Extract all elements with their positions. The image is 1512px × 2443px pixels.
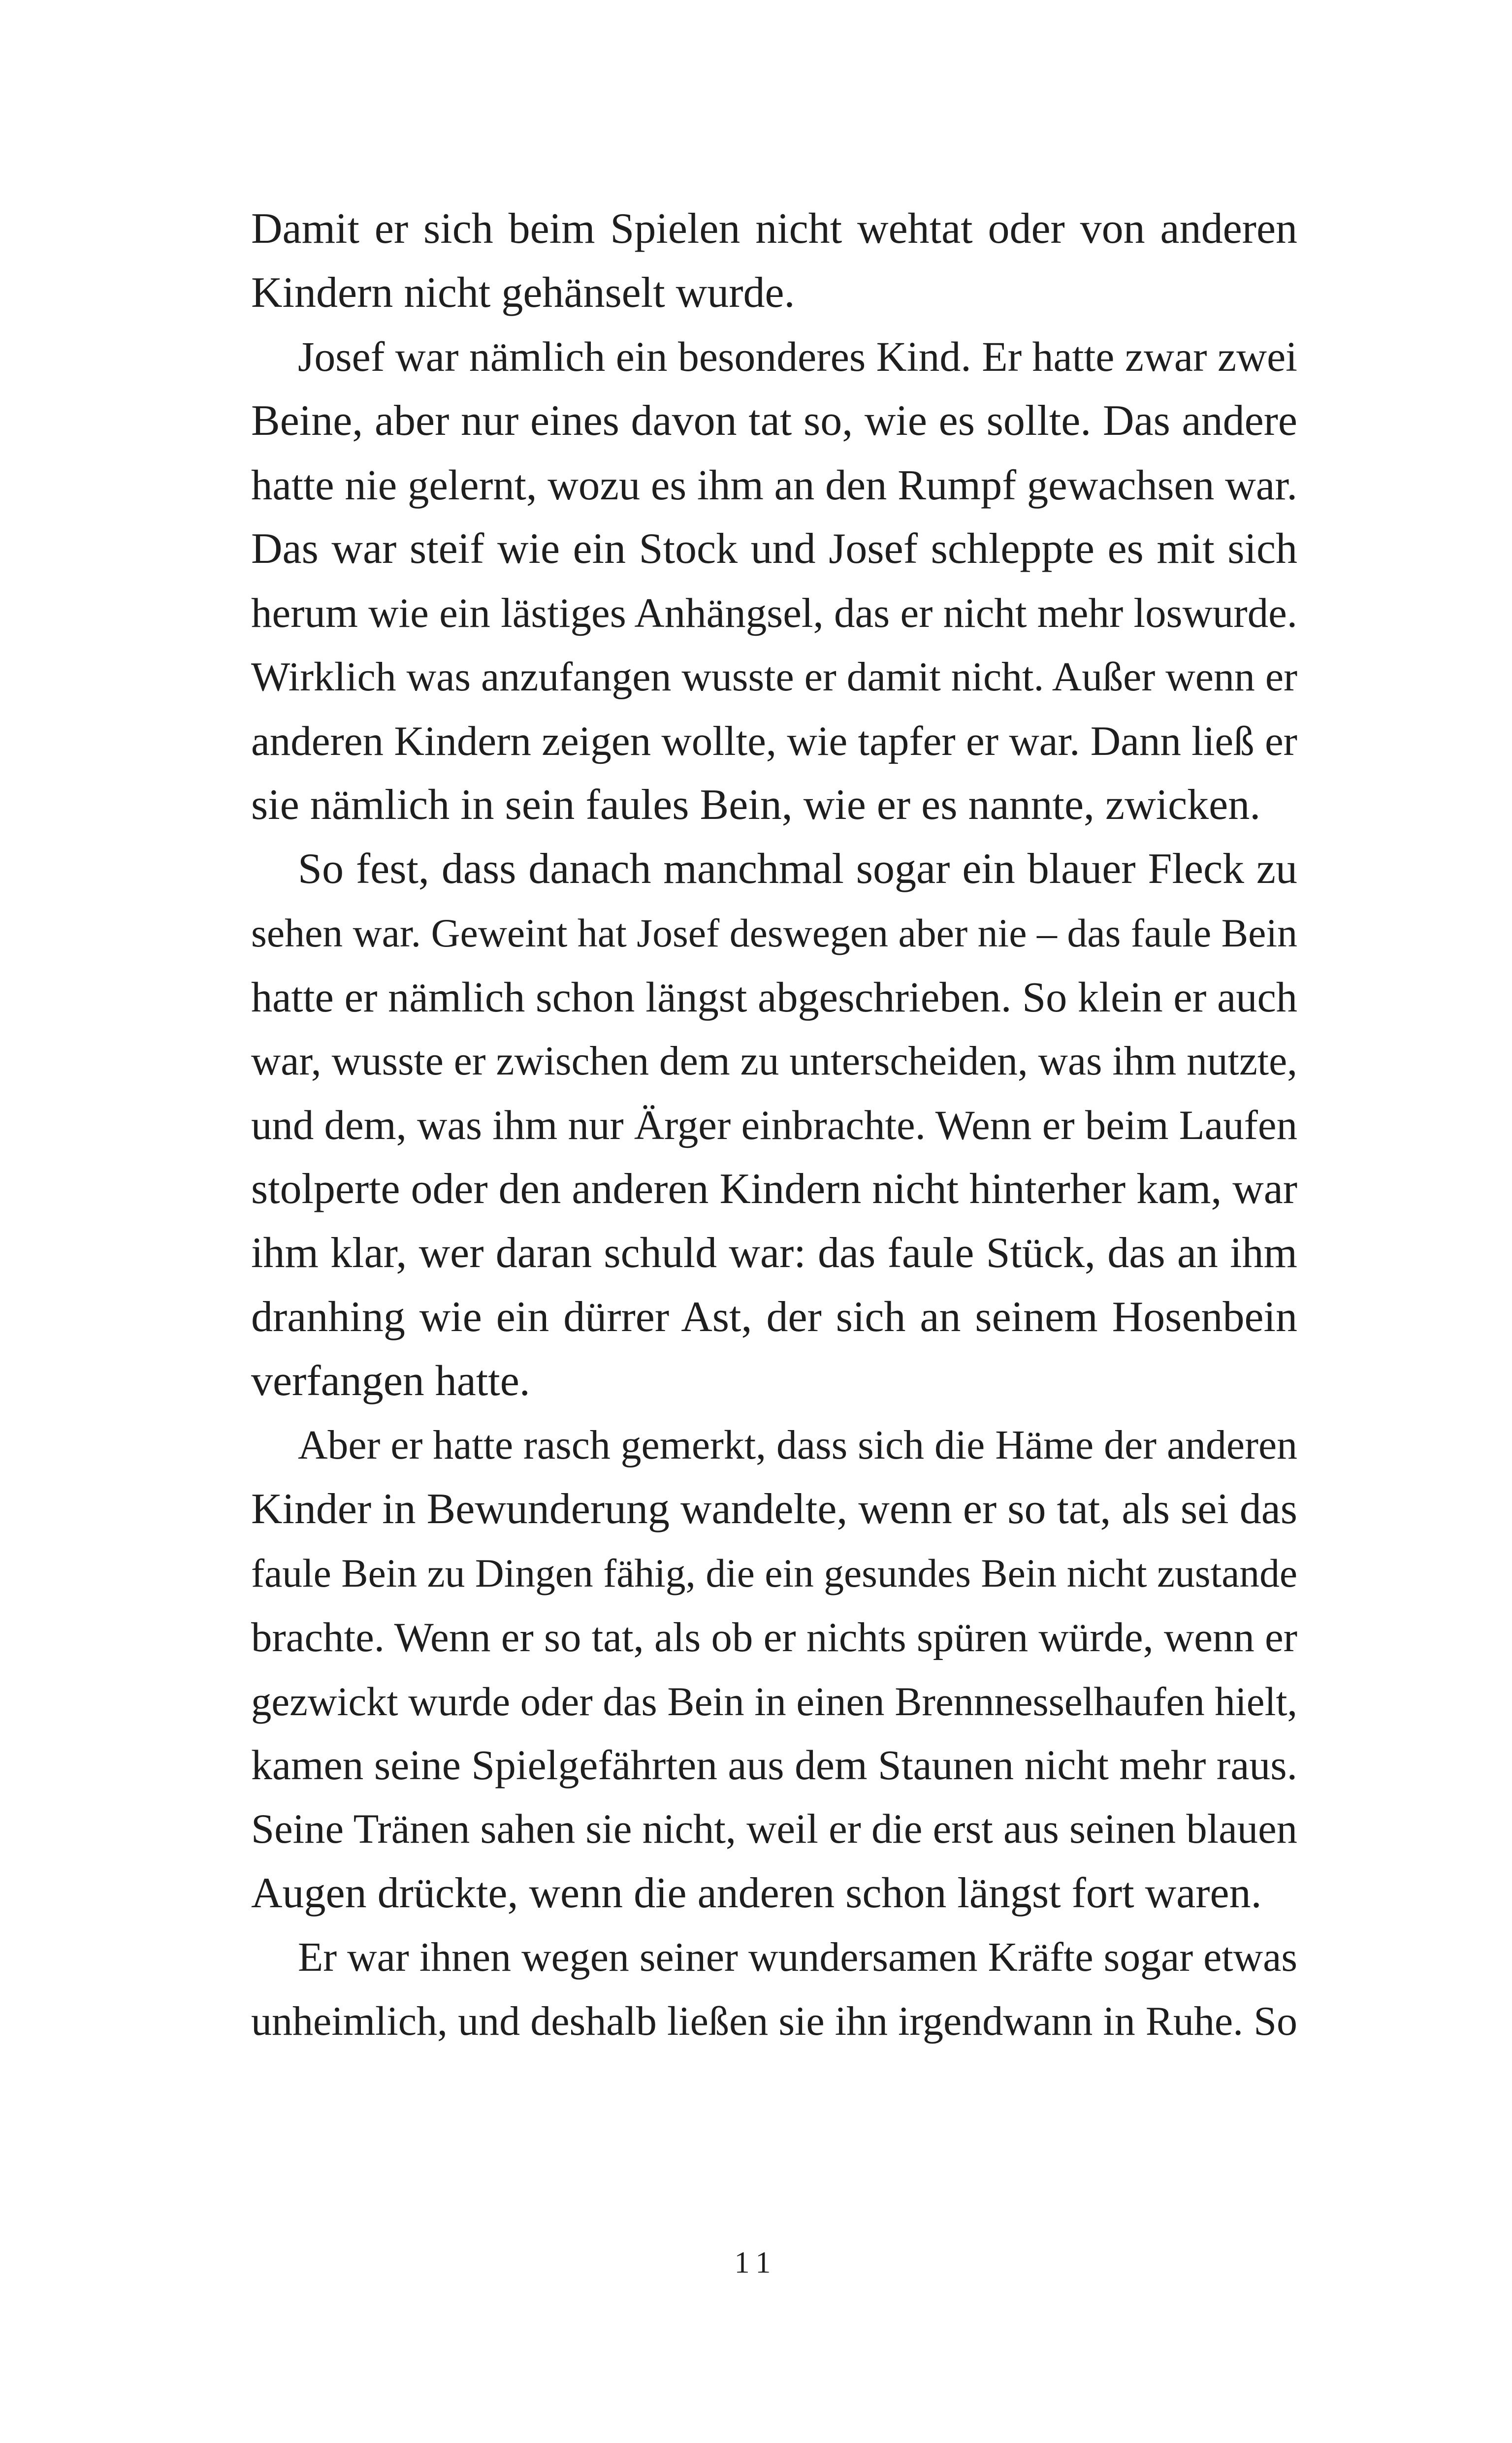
text-line: kamen seine Spielgefährten aus dem Staunen nicht mehr raus. bbox=[251, 1742, 1297, 1789]
text-line: Wirklich was anzufangen wusste er damit nicht. Außer wenn er bbox=[251, 654, 1297, 700]
text-line: war, wusste er zwischen dem zu unterscheiden, was ihm nutzte, bbox=[251, 1039, 1297, 1084]
text-line: gezwickt wurde oder das Bein in einen Brennnesselhaufen hielt, bbox=[251, 1679, 1298, 1724]
text-line: stolperte oder den anderen Kindern nicht hinterher kam, war bbox=[251, 1165, 1297, 1213]
body-text bbox=[251, 197, 1297, 2053]
text-line: und dem, was ihm nur Ärger einbrachte. Wenn er beim Laufen bbox=[251, 1102, 1297, 1148]
text-line: verfangen hatte. bbox=[251, 1357, 530, 1405]
text-line: unheimlich, und deshalb ließen sie ihn irgendwann in Ruhe. So bbox=[251, 1998, 1297, 2044]
text-line: Augen drückte, wenn die anderen schon längst fort waren. bbox=[251, 1869, 1262, 1917]
text-line: Damit er sich beim Spielen nicht wehtat oder von anderen bbox=[251, 205, 1297, 253]
text-line: faule Bein zu Dingen fähig, die ein gesundes Bein nicht zustande bbox=[251, 1551, 1297, 1596]
text-line: anderen Kindern zeigen wollte, wie tapfer er war. Dann ließ er bbox=[251, 718, 1297, 764]
text-line: dranhing wie ein dürrer Ast, der sich an seinem Hosenbein bbox=[251, 1293, 1297, 1341]
text-line: Josef war nämlich ein besonderes Kind. Er hatte zwar zwei bbox=[298, 333, 1297, 380]
text-line: Kindern nicht gehänselt wurde. bbox=[251, 269, 795, 317]
text-line: brachte. Wenn er so tat, als ob er nichts spüren würde, wenn er bbox=[251, 1614, 1297, 1661]
text-line: sie nämlich in sein faules Bein, wie er es nannte, zwicken. bbox=[251, 781, 1261, 829]
text-line: ihm klar, wer daran schuld war: das faule Stück, das an ihm bbox=[251, 1229, 1297, 1277]
text-line: So fest, dass danach manchmal sogar ein blauer Fleck zu bbox=[298, 845, 1297, 893]
page-number: 11 bbox=[734, 2246, 778, 2280]
text-line: Aber er hatte rasch gemerkt, dass sich die Häme der anderen bbox=[298, 1422, 1298, 1468]
text-line: herum wie ein lästiges Anhängsel, das er nicht mehr loswurde. bbox=[251, 590, 1297, 636]
text-line: hatte nie gelernt, wozu es ihm an den Rumpf gewachsen war. bbox=[251, 461, 1298, 509]
text-line: Seine Tränen sahen sie nicht, weil er die erst aus seinen blauen bbox=[251, 1806, 1297, 1852]
text-line: Das war steif wie ein Stock und Josef schleppte es mit sich bbox=[251, 525, 1297, 573]
text-line: Kinder in Bewunderung wandelte, wenn er so tat, als sei das bbox=[251, 1485, 1297, 1533]
text-line: hatte er nämlich schon längst abgeschrieben. So klein er auch bbox=[251, 974, 1297, 1021]
text-line: Beine, aber nur eines davon tat so, wie es sollte. Das andere bbox=[251, 397, 1297, 445]
text-line: sehen war. Geweint hat Josef deswegen aber nie – das faule Bein bbox=[251, 911, 1297, 955]
text-line: Er war ihnen wegen seiner wundersamen Kräfte sogar etwas bbox=[298, 1934, 1297, 1980]
